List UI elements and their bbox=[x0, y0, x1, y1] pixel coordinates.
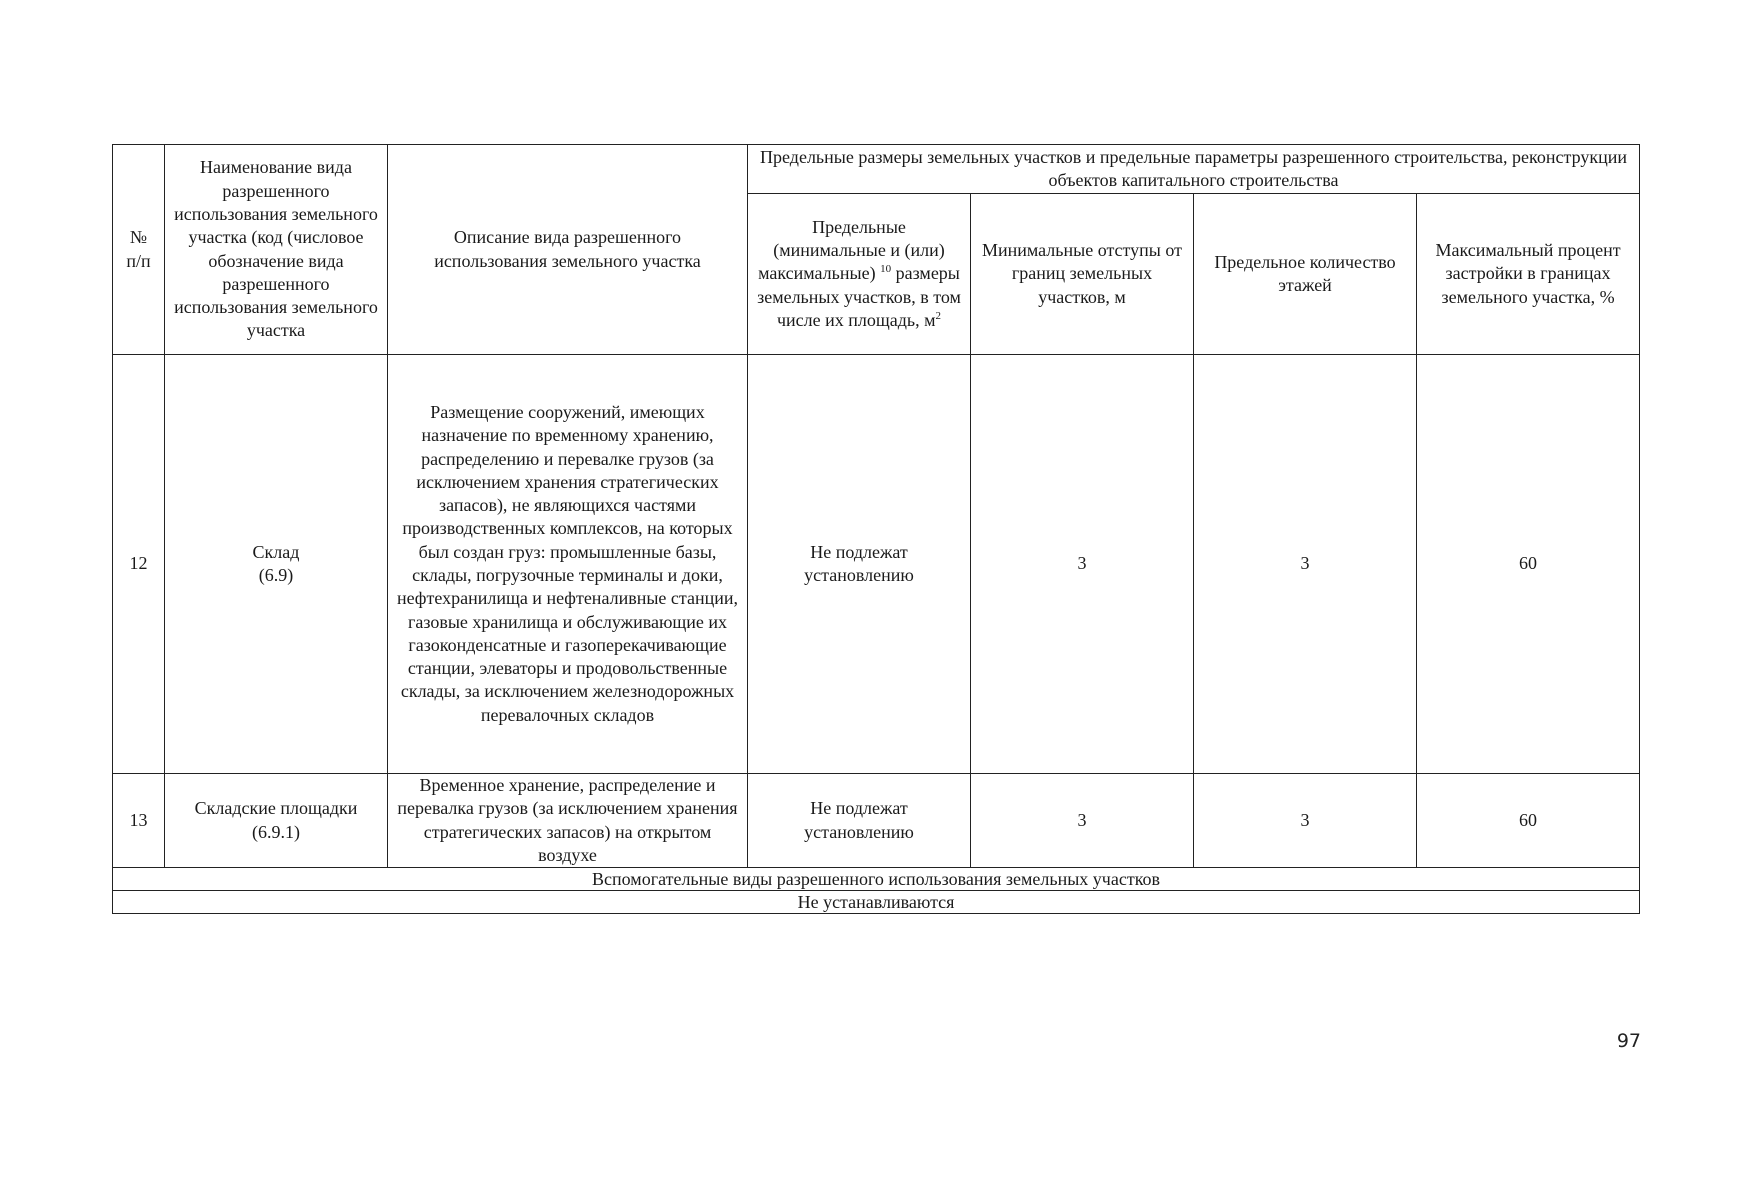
table-row bbox=[113, 355, 1640, 774]
header-number-text: № п/п bbox=[126, 227, 151, 271]
header-plot-size-suffix: размеры земельных участков, в том числе их площадь, м bbox=[757, 263, 961, 330]
header-plot-size bbox=[748, 194, 971, 355]
row-description: Размещение сооружений, имеющих назначение по временному хранению, распределению и перевалке грузов (за исключением хранения стратегических запасов), не являющихся частями производственных комплексов, на которых был создан груз: промышленные базы, склады, погрузочные терминалы и доки, нефтехранилища и нефтеналивные станции, газовые хранилища и обслуживающие их газоконденсатные и газоперекачивающие станции, элеваторы и продовольственные склады, за исключением железнодорожных перевалочных складов bbox=[388, 355, 748, 774]
header-limits-group-text: Предельные размеры земельных участков и предельные параметры разрешенного строительства, реконструкции объектов капитального строительства bbox=[760, 146, 1627, 190]
row-floors: 3 bbox=[1194, 774, 1417, 868]
header-plot-size-prefix: Предельные (минимальные и (или) максимальные) bbox=[758, 216, 945, 284]
header-floors-text: Предельное количество этажей bbox=[1214, 251, 1396, 295]
use-code-text: (6.9.1) bbox=[252, 821, 300, 842]
row-plot-size: Не подлежат установлению bbox=[748, 774, 971, 868]
row-use-name bbox=[165, 774, 388, 868]
unit-power: 2 bbox=[935, 309, 941, 322]
header-limits-group bbox=[748, 145, 1640, 194]
row-coverage: 60 bbox=[1417, 774, 1640, 868]
row-use-name bbox=[165, 355, 388, 774]
auxiliary-heading: Вспомогательные виды разрешенного использования земельных участков bbox=[113, 868, 1640, 891]
row-floors: 3 bbox=[1194, 355, 1417, 774]
header-setbacks-text: Минимальные отступы от границ земельных участков, м bbox=[981, 240, 1183, 307]
header-setbacks bbox=[971, 194, 1194, 355]
header-row-1 bbox=[113, 145, 1640, 194]
header-coverage-text: Максимальный процент застройки в границах земельного участка, % bbox=[1435, 240, 1621, 307]
header-coverage bbox=[1417, 194, 1640, 355]
use-name-text: Складские площадки bbox=[194, 798, 358, 819]
row-number: 12 bbox=[113, 355, 165, 774]
header-use-name-text: Наименование вида разрешенного использования земельного участка (код (числовое обозначение вида разрешенного использования земельного участка bbox=[174, 157, 378, 341]
use-code-text: (6.9) bbox=[258, 565, 294, 585]
row-coverage: 60 bbox=[1417, 355, 1640, 774]
zoning-parameters-table bbox=[112, 144, 1640, 914]
auxiliary-heading-row bbox=[113, 868, 1640, 891]
row-plot-size: Не подлежат установлению bbox=[748, 355, 971, 774]
header-description bbox=[388, 145, 748, 355]
auxiliary-value-row bbox=[113, 891, 1640, 914]
table-row bbox=[113, 774, 1640, 868]
row-description: Временное хранение, распределение и перевалка грузов (за исключением хранения стратегических запасов) на открытом воздухе bbox=[388, 774, 748, 868]
row-number: 13 bbox=[113, 774, 165, 868]
header-description-text: Описание вида разрешенного использования земельного участка bbox=[434, 227, 701, 271]
header-number bbox=[113, 145, 165, 355]
page-number: 97 bbox=[1616, 1030, 1641, 1052]
row-setbacks: 3 bbox=[971, 355, 1194, 774]
header-use-name bbox=[165, 145, 388, 355]
header-floors bbox=[1194, 194, 1417, 355]
row-setbacks: 3 bbox=[971, 774, 1194, 868]
auxiliary-value: Не устанавливаются bbox=[113, 891, 1640, 914]
use-name-text: Склад bbox=[252, 541, 300, 562]
footnote-marker: 10 bbox=[880, 263, 892, 276]
